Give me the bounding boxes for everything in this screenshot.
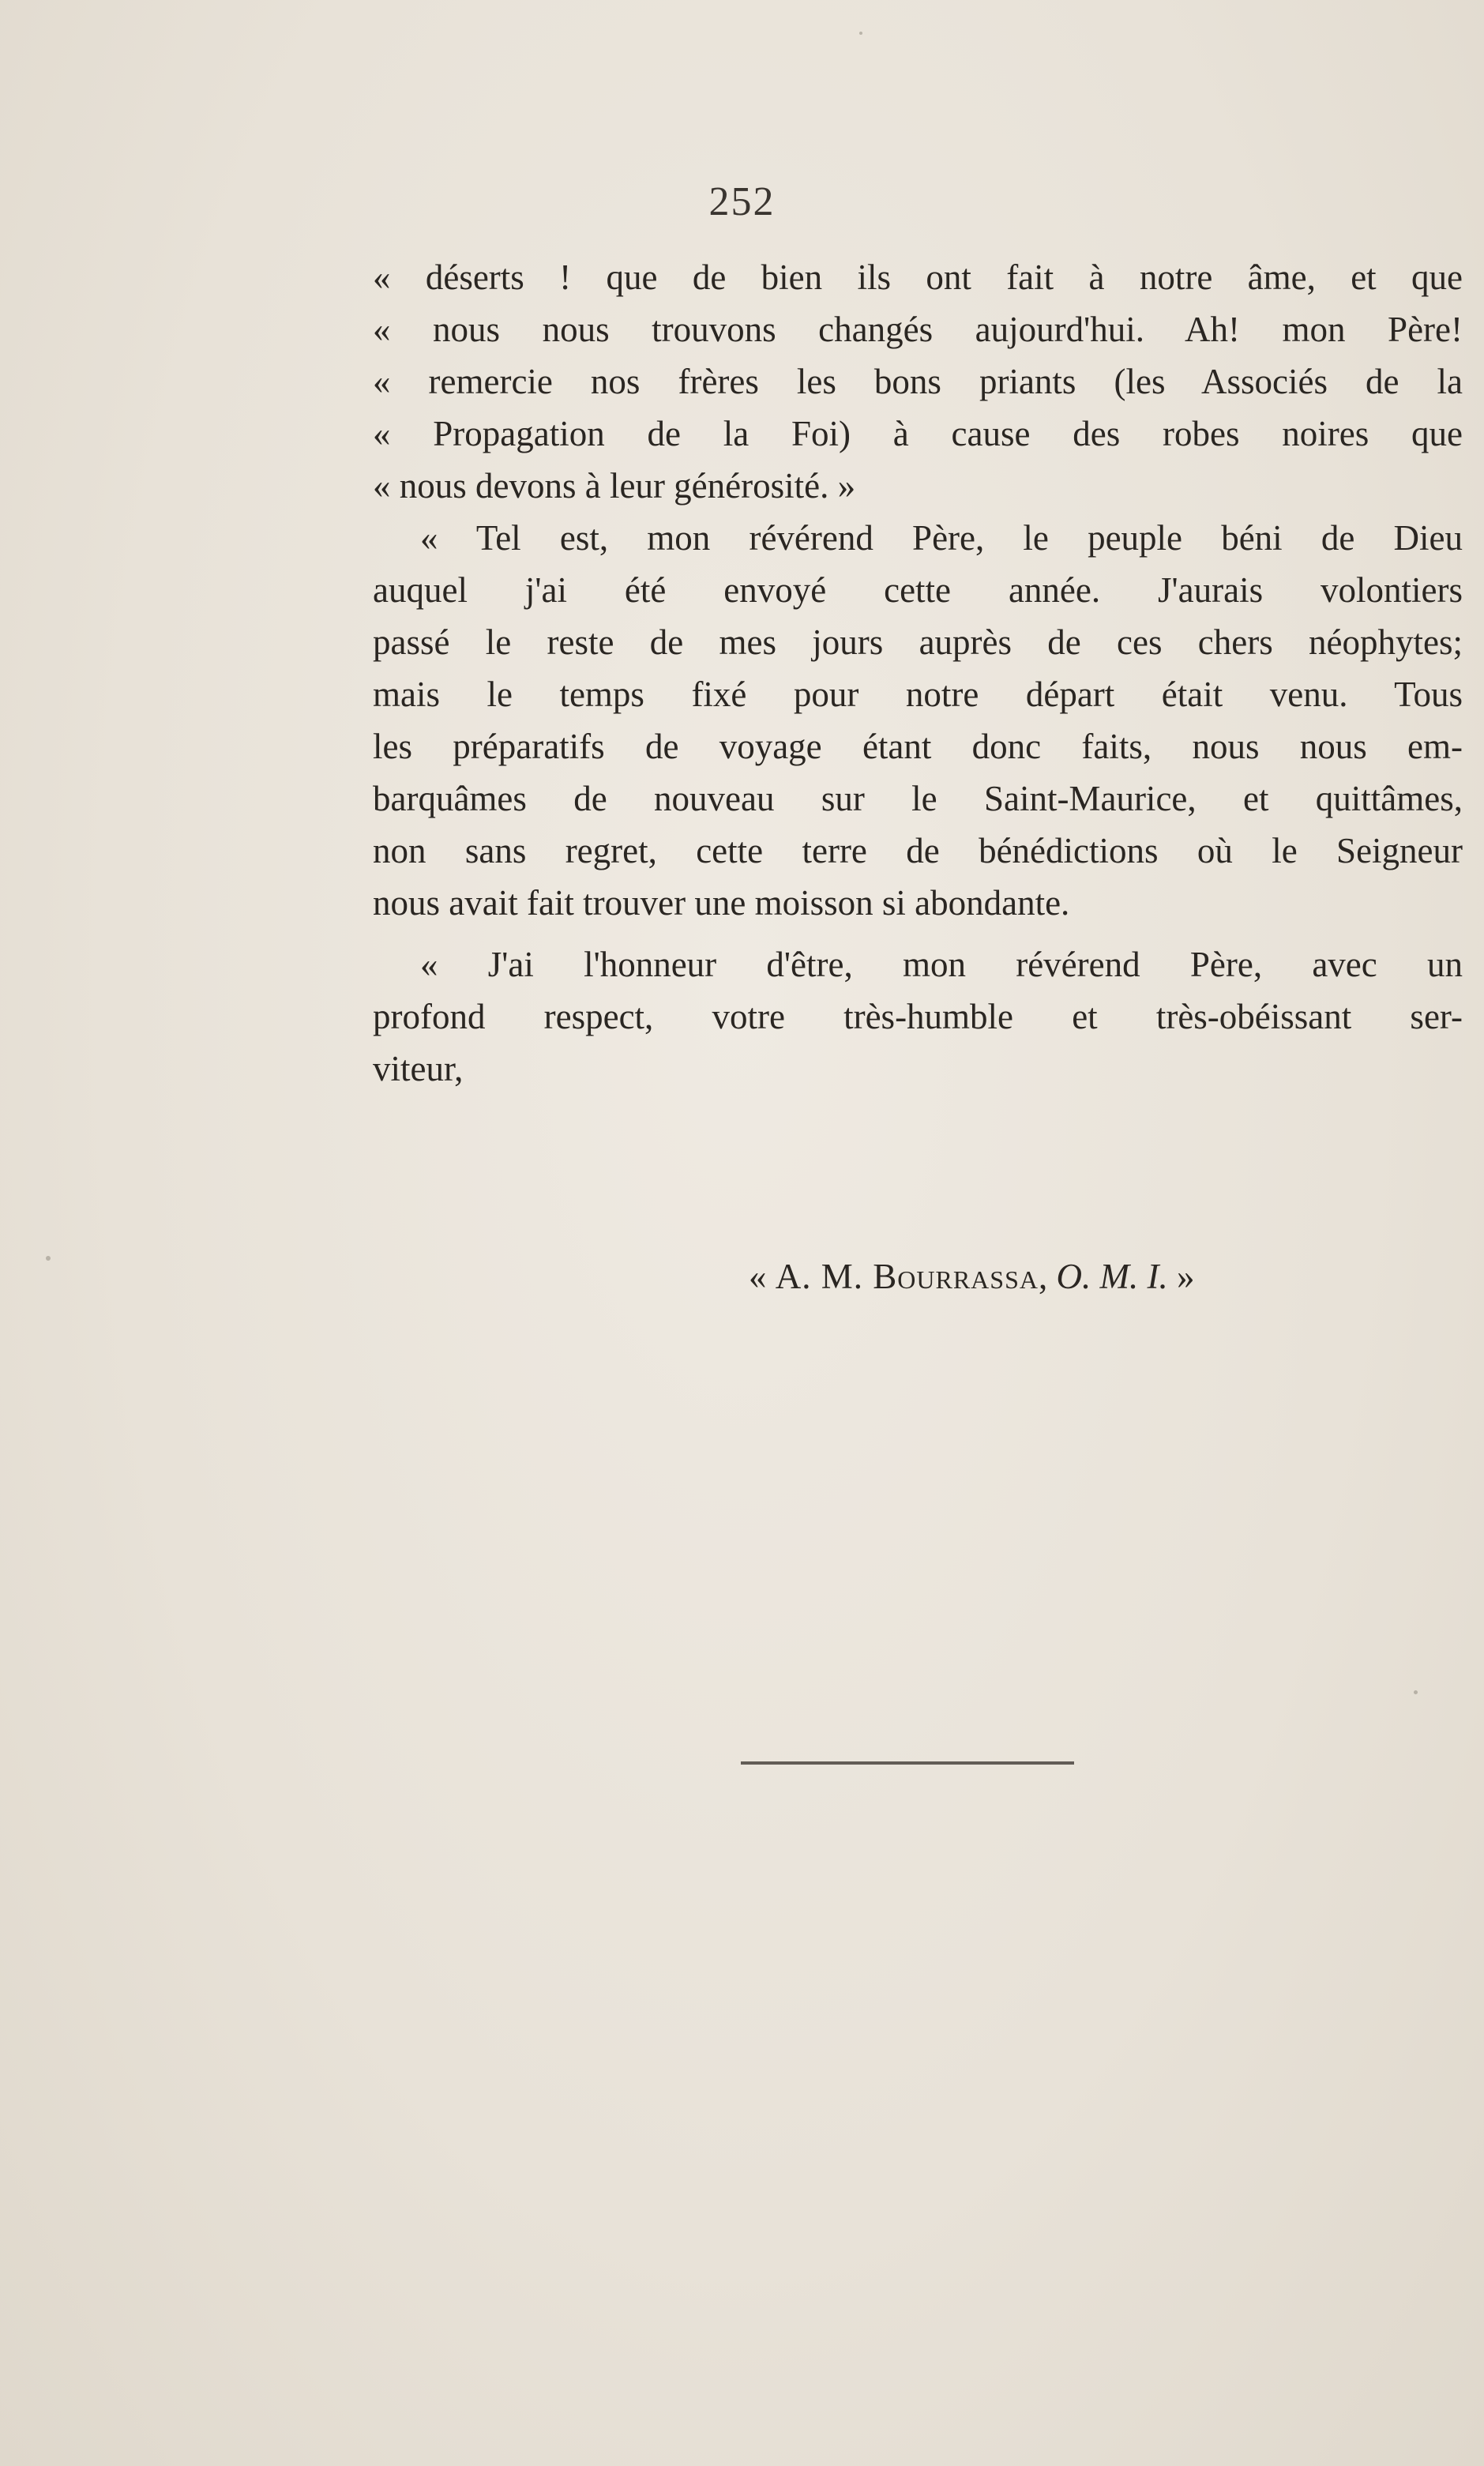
paper-speck [1414, 1690, 1418, 1694]
text-line: nous avait fait trouver une moisson si abondante. [373, 883, 1070, 923]
text-line: « J'ai l'honneur d'être, mon révérend Père, avec un [420, 945, 1463, 984]
text-line: « nous nous trouvons changés aujourd'hui. Ah! mon Père! [373, 310, 1463, 349]
signature-separator: , [1039, 1257, 1048, 1296]
paper-speck [46, 1256, 51, 1261]
text-line: « Tel est, mon révérend Père, le peuple béni de Dieu [420, 518, 1463, 558]
signature-title: O. M. I. [1056, 1257, 1168, 1296]
text-line: profond respect, votre très-humble et très-obéissant ser- [373, 997, 1463, 1036]
text-line: passé le reste de mes jours auprès de ces chers néophytes; [373, 622, 1463, 662]
text-line: auquel j'ai été envoyé cette année. J'aurais volontiers [373, 570, 1463, 610]
signature-name: A. M. Bourrassa [775, 1257, 1039, 1296]
page-number: 252 [708, 179, 776, 224]
text-line: « nous devons à leur générosité. » [373, 466, 856, 506]
body-text [373, 251, 1463, 1095]
text-line: barquâmes de nouveau sur le Saint-Maurice, et quittâmes, [373, 779, 1463, 818]
signature-close-quote: » [1176, 1257, 1195, 1296]
text-line: viteur, [373, 1049, 464, 1088]
text-line: « Propagation de la Foi) à cause des robes noires que [373, 414, 1463, 453]
text-line: non sans regret, cette terre de bénédictions où le Seigneur [373, 831, 1463, 870]
text-line: « remercie nos frères les bons priants (les Associés de la [373, 362, 1463, 401]
text-line: les préparatifs de voyage étant donc faits, nous nous em- [373, 727, 1463, 766]
signature-open-quote: « [749, 1257, 767, 1296]
end-rule [741, 1761, 1074, 1765]
paper-speck [859, 32, 862, 35]
text-line: mais le temps fixé pour notre départ était venu. Tous [373, 675, 1463, 714]
signature [749, 1256, 1194, 1297]
text-line: « déserts ! que de bien ils ont fait à notre âme, et que [373, 258, 1463, 297]
